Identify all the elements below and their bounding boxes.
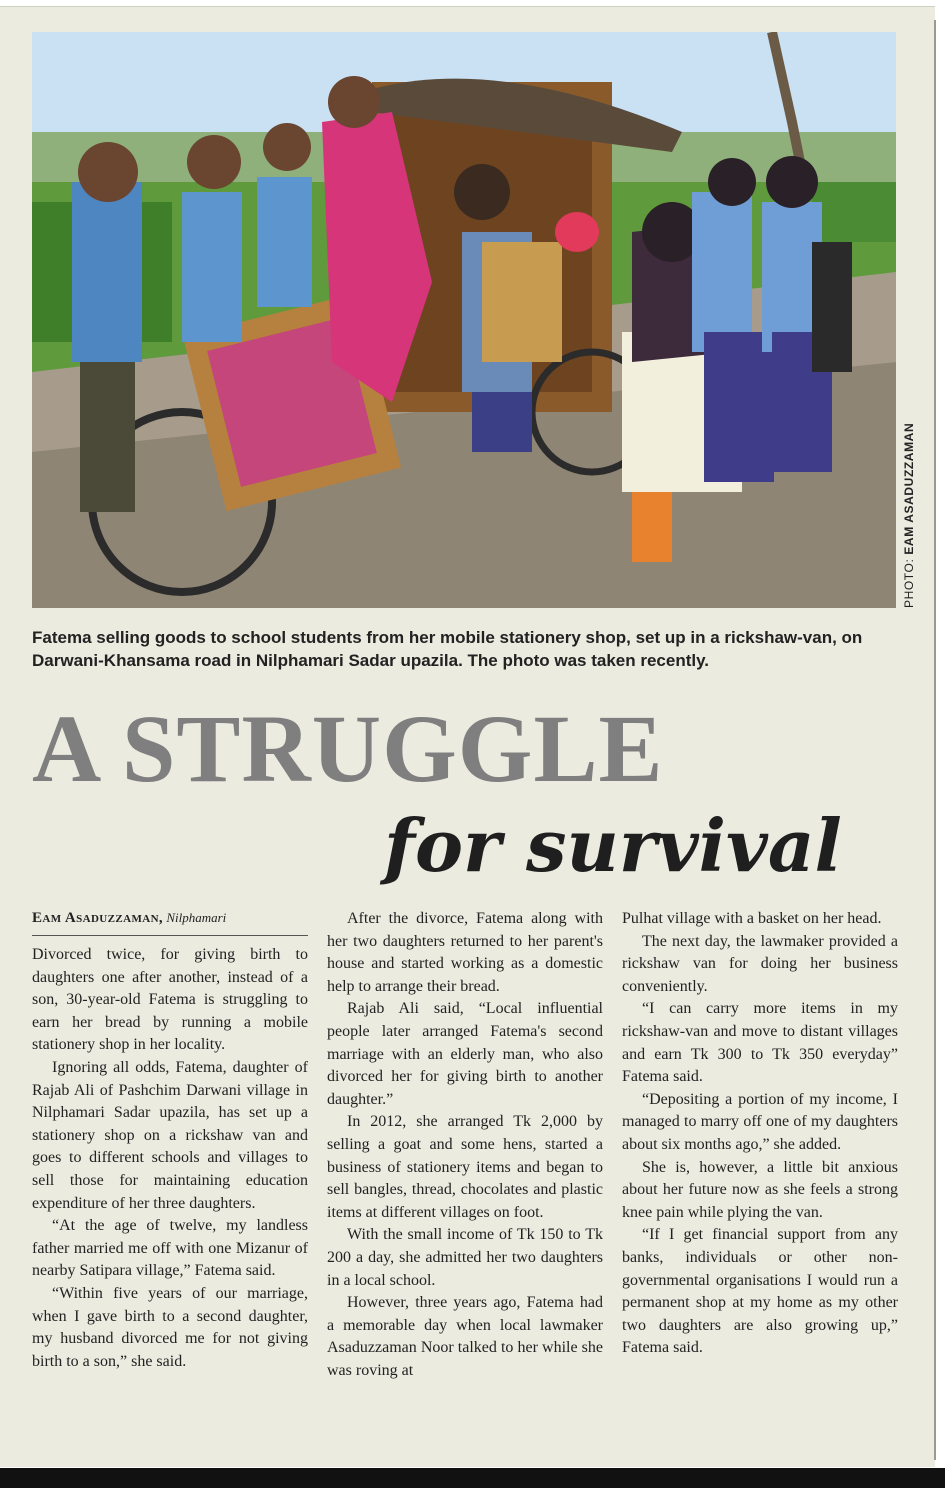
article-column-2 bbox=[327, 908, 603, 1382]
subheadline: for survival bbox=[384, 803, 842, 888]
paragraph: Rajab Ali said, “Local influential people later arranged Fatema's second marriage with an elderly man, who also divorced her for giving birth to another daughter.” bbox=[327, 1000, 603, 1108]
paragraph: “I can carry more items in my rickshaw-van and move to distant villages and earn Tk 300 to Tk 350 everyday” Fatema said. bbox=[622, 1000, 898, 1086]
paragraph: After the divorce, Fatema along with her two daughters returned to her parent's house and started working as a domestic help to arrange their bread. bbox=[327, 910, 603, 995]
paragraph: In 2012, she arranged Tk 2,000 by selling a goat and some hens, started a business of stationery items and began to sell bangles, thread, chocolates and plastic items at different villages on foot. bbox=[327, 1113, 603, 1221]
byline-location: Nilphamari bbox=[166, 910, 227, 925]
credit-name: EAM ASADUZZAMAN bbox=[902, 422, 916, 555]
byline bbox=[32, 910, 308, 936]
paragraph: “If I get financial support from any banks, individuals or other non-governmental organisations I would run a permanent shop at my home as my other two daughters are also growing up,” Fatema said. bbox=[622, 1226, 898, 1357]
paragraph: Pulhat village with a basket on her head. bbox=[622, 910, 882, 927]
paragraph: Ignoring all odds, Fatema, daughter of Rajab Ali of Pashchim Darwani village in Nilphamari Sadar upazila, has set up a stationery shop on a rickshaw van and goes to different schools and villages to sell those for maintaining education expenditure of her three daughters. bbox=[32, 1058, 308, 1212]
headline: A STRUGGLE bbox=[32, 695, 664, 802]
paragraph: The next day, the lawmaker provided a rickshaw van for doing her business conveniently. bbox=[622, 932, 898, 995]
paragraph: “Within five years of our marriage, when I gave birth to a second daughter, my husband divorced me for not giving birth to a son,” she said. bbox=[32, 1284, 308, 1370]
article-column-3 bbox=[622, 908, 898, 1360]
bottom-border bbox=[0, 1468, 945, 1488]
article-column-1 bbox=[32, 944, 308, 1373]
paragraph: With the small income of Tk 150 to Tk 200 a day, she admitted her two daughters in a local school. bbox=[327, 1226, 603, 1289]
photo-caption: Fatema selling goods to school students from her mobile stationery shop, set up in a rickshaw-van, on Darwani-Khansama road in Nilphamari Sadar upazila. The photo was taken recently. bbox=[32, 628, 863, 670]
photo-credit bbox=[902, 423, 916, 608]
article-photo bbox=[32, 32, 896, 608]
column-rule bbox=[934, 20, 936, 1460]
paragraph: “Depositing a portion of my income, I managed to marry off one of my daughters about six months ago,” she added. bbox=[622, 1090, 898, 1153]
paragraph: She is, however, a little bit anxious about her future now as she feels a strong knee pain while plying the van. bbox=[622, 1158, 898, 1221]
paragraph: Divorced twice, for giving birth to daughters one after another, instead of a son, 30-year-old Fatema is struggling to earn her bread by running a mobile stationery shop in her locality. bbox=[32, 946, 308, 1054]
paragraph: However, three years ago, Fatema had a memorable day when local lawmaker Asaduzzaman Noor talked to her while she was roving at bbox=[327, 1294, 603, 1379]
credit-prefix: PHOTO: bbox=[902, 558, 916, 608]
byline-author: Eam Asaduzzaman, bbox=[32, 910, 164, 926]
paragraph: “At the age of twelve, my landless father married me off with one Mizanur of nearby Satipara village,” Fatema said. bbox=[32, 1217, 308, 1280]
